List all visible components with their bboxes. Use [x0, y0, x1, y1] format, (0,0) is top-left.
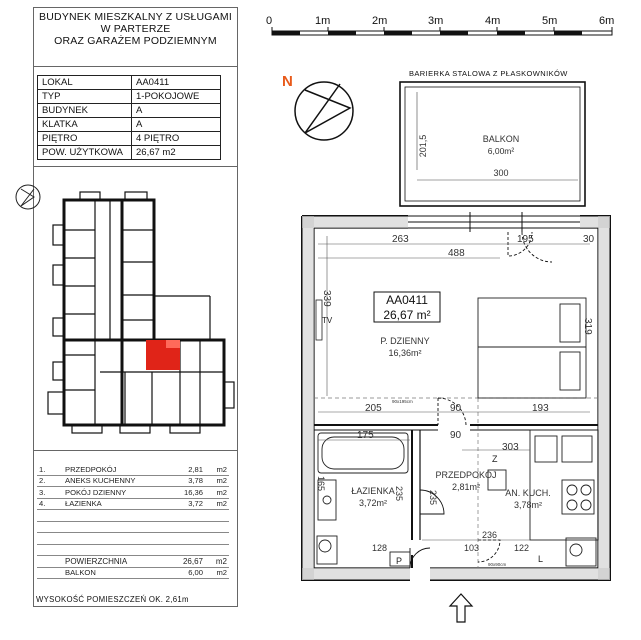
- kitchen-name: AN. KUCH.: [505, 488, 551, 498]
- room-name: ANEKS KUCHENNY: [63, 475, 167, 487]
- title-line: ORAZ GARAŻEM PODZIEMNYM: [54, 35, 217, 47]
- dim-label: 339: [321, 290, 332, 307]
- scale-tick-label: 2m: [372, 15, 388, 27]
- room-unit: m2: [205, 475, 229, 487]
- info-value: A: [132, 118, 221, 132]
- room-labels: [351, 336, 551, 510]
- room-no: 2.: [37, 475, 63, 487]
- tv-label: TV: [322, 316, 333, 325]
- mark-z: Z: [492, 454, 498, 464]
- balcony-width-dim: 300: [493, 168, 509, 178]
- balcony-depth-dim: 201,5: [418, 134, 428, 158]
- balcony-name: BALKON: [482, 134, 520, 144]
- dim-label: 122: [514, 543, 530, 553]
- scale-tick-label: 5m: [542, 15, 558, 27]
- dim-label: 195: [517, 234, 534, 245]
- scale-tick-label: 4m: [485, 15, 501, 27]
- info-label: PIĘTRO: [38, 132, 132, 146]
- kitchen-area: 3,78m²: [513, 500, 543, 510]
- room-unit: m2: [205, 487, 229, 499]
- room-unit: m2: [205, 498, 229, 510]
- room-no: 3.: [37, 487, 63, 499]
- info-label: TYP: [38, 90, 132, 104]
- room-no: 1.: [37, 464, 63, 475]
- info-value: 26,67 m2: [132, 146, 221, 160]
- mark-l: L: [538, 554, 544, 564]
- room-name: PRZEDPOKÓJ: [63, 464, 167, 475]
- dim-label: 193: [532, 403, 549, 414]
- living-room-name: P. DZIENNY: [380, 336, 430, 346]
- railing-label: BARIERKA STALOWA Z PŁASKOWNIKÓW: [409, 69, 568, 78]
- bed: [478, 298, 586, 398]
- info-label: KLATKA: [38, 118, 132, 132]
- scale-tick-label: 6m: [599, 15, 615, 27]
- dim-label: 90: [450, 403, 462, 414]
- dim-label: 488: [448, 248, 465, 259]
- ceiling-height-note: WYSOKOŚĆ POMIESZCZEŃ OK. 2,61m: [36, 595, 189, 604]
- doors: [410, 232, 552, 568]
- dim-label: 236: [482, 530, 498, 540]
- scale-tick-label: 3m: [428, 15, 444, 27]
- balcony-area: 6,00m²: [487, 146, 515, 156]
- dim-label: 165: [316, 476, 326, 492]
- mark-p: P: [396, 556, 403, 566]
- info-label: POW. UŻYTKOWA: [38, 146, 132, 160]
- dim-label: 235: [394, 486, 404, 502]
- window-size-label: 90x90cm: [488, 562, 507, 567]
- info-value: AA0411: [132, 76, 221, 90]
- summary-unit: m2: [205, 567, 229, 579]
- dim-label: 235: [428, 490, 438, 506]
- dim-label: 30: [583, 234, 595, 245]
- north-arrow: [282, 73, 353, 140]
- info-value: A: [132, 104, 221, 118]
- info-value: 1-POKOJOWE: [132, 90, 221, 104]
- apartment-walls: [302, 212, 610, 580]
- apartment-number: AA0411: [386, 293, 428, 307]
- info-label: BUDYNEK: [38, 104, 132, 118]
- window-size-label: 90x195cm: [392, 399, 413, 404]
- room-name: POKÓJ DZIENNY: [63, 487, 167, 499]
- dim-label: 205: [365, 403, 382, 414]
- title-line: W PARTERZE: [100, 23, 171, 35]
- summary-label: POWIERZCHNIA: [63, 556, 167, 568]
- room-area: 2,81: [167, 464, 205, 475]
- title-line: BUDYNEK MIESZKALNY Z USŁUGAMI: [39, 11, 232, 23]
- scale-bar: [266, 15, 614, 35]
- room-unit: m2: [205, 464, 229, 475]
- apartment-area: 26,67 m²: [383, 308, 431, 322]
- info-label: LOKAL: [38, 76, 132, 90]
- dim-label: 303: [502, 442, 519, 453]
- room-area: 3,78: [167, 475, 205, 487]
- scale-tick-label: 0: [266, 15, 273, 27]
- living-room-area: 16,36m²: [388, 348, 422, 358]
- hallway-name: PRZEDPOKÓJ: [435, 470, 497, 480]
- dim-label: 175: [357, 430, 374, 441]
- summary-unit: m2: [205, 556, 229, 568]
- summary-value: 6,00: [167, 567, 205, 579]
- dim-label: 128: [372, 543, 388, 553]
- dim-label: 103: [464, 543, 480, 553]
- key-north-arrow-icon: [21, 189, 34, 206]
- summary-label: BALKON: [63, 567, 167, 579]
- info-value: 4 PIĘTRO: [132, 132, 221, 146]
- bathroom-name: ŁAZIENKA: [351, 486, 395, 496]
- dim-label: 90: [450, 430, 462, 441]
- summary-value: 26,67: [167, 556, 205, 568]
- dimension-labels: [316, 234, 595, 567]
- dim-label: 263: [392, 234, 409, 245]
- dim-label: 319: [582, 318, 593, 335]
- room-name: ŁAZIENKA: [63, 498, 167, 510]
- scale-tick-label: 1m: [315, 15, 331, 27]
- north-label: N: [282, 73, 293, 90]
- entrance-arrow-icon: [450, 594, 472, 622]
- hallway-area: 2,81m²: [451, 482, 481, 492]
- room-area: 16,36: [167, 487, 205, 499]
- room-no: 4.: [37, 498, 63, 510]
- key-plan: [16, 185, 234, 433]
- bathroom-area: 3,72m²: [358, 498, 388, 508]
- north-arrow-icon: [305, 84, 350, 133]
- room-area: 3,72: [167, 498, 205, 510]
